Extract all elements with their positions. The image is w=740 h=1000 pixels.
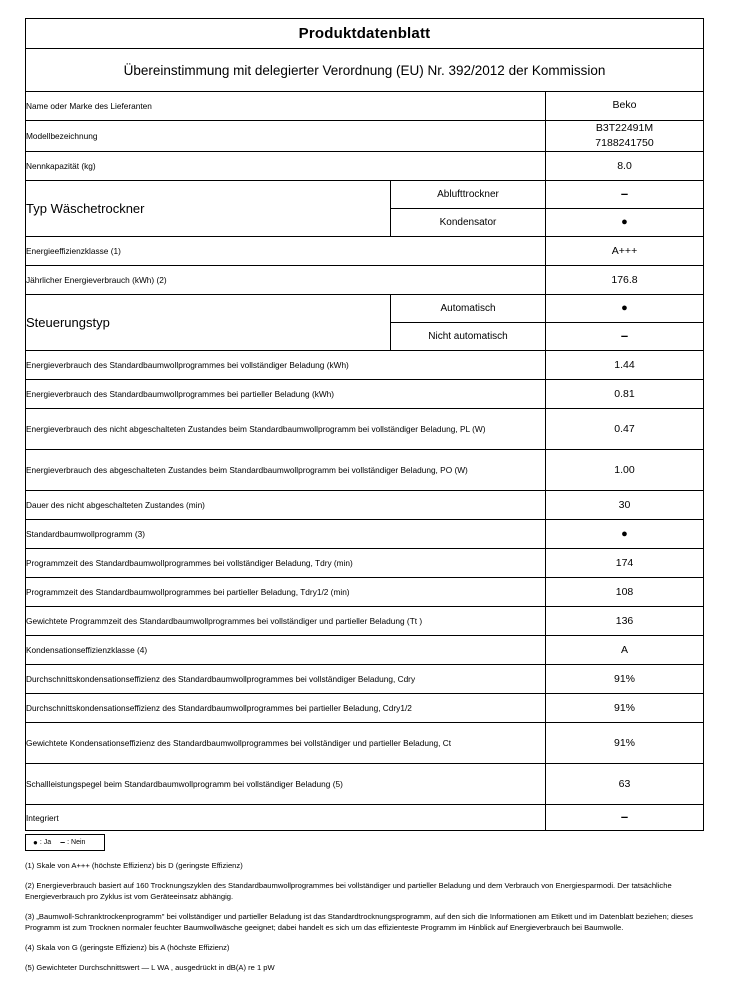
footnote-2: (2) Energieverbrauch basiert auf 160 Trocknungszyklen des Standardbaumwollprogrammes bei vollständiger und partieller Beladung und dem Verbrauch von Energiesparmodi. Der tatsächliche Energieverbrauch pro Zyklus ist vom Geräteeinsatz abhängig. bbox=[25, 881, 672, 901]
table-row-cdry bbox=[26, 665, 704, 694]
row-value-standard-programme bbox=[546, 520, 704, 549]
row-value-energy-partial-load: 0.81 bbox=[546, 380, 704, 409]
row-label-tdry: Programmzeit des Standardbaumwollprogrammes bei vollständiger Beladung, Tdry (min) bbox=[26, 549, 546, 578]
row-label-left-on-power: Energieverbrauch des nicht abgeschalteten Zustandes beim Standardbaumwollprogramm bei vollständiger Beladung, PL (W) bbox=[26, 409, 546, 450]
table-row-ct bbox=[26, 723, 704, 764]
row-label-tt: Gewichtete Programmzeit des Standardbaumwollprogrammes bei vollständiger und partieller Beladung (Tt ) bbox=[26, 607, 546, 636]
row-sublabel-condenser: Kondensator bbox=[391, 209, 546, 237]
row-label-tdry-half: Programmzeit des Standardbaumwollprogrammes bei partieller Beladung, Tdry1/2 (min) bbox=[26, 578, 546, 607]
row-value-cdry: 91% bbox=[546, 665, 704, 694]
row-label-noise: Schallleistungspegel beim Standardbaumwollprogramm bei vollständiger Beladung (5) bbox=[26, 764, 546, 805]
table-row-energy-partial-load bbox=[26, 380, 704, 409]
table-row-cdry-half bbox=[26, 694, 704, 723]
table-row-integrated bbox=[26, 805, 704, 831]
table-row-dryer-type-vented bbox=[26, 181, 704, 209]
mark-no-icon: – bbox=[620, 327, 629, 343]
product-data-table bbox=[25, 18, 704, 831]
row-label-annual-energy: Jährlicher Energieverbrauch (kWh) (2) bbox=[26, 266, 546, 295]
row-label-energy-class: Energieeffizienzklasse (1) bbox=[26, 237, 546, 266]
row-value-tdry-half: 108 bbox=[546, 578, 704, 607]
row-label-left-on-duration: Dauer des nicht abgeschalteten Zustandes (min) bbox=[26, 491, 546, 520]
row-value-energy-full-load: 1.44 bbox=[546, 351, 704, 380]
row-value-annual-energy: 176.8 bbox=[546, 266, 704, 295]
row-label-condensation-class: Kondensationseffizienzklasse (4) bbox=[26, 636, 546, 665]
row-value-energy-class: A+++ bbox=[546, 237, 704, 266]
legend-yes-label: : Ja bbox=[39, 839, 52, 846]
mark-no-icon: – bbox=[620, 185, 629, 201]
table-row-energy-class bbox=[26, 237, 704, 266]
row-sublabel-non-automatic: Nicht automatisch bbox=[391, 323, 546, 351]
filled-circle-icon: ● bbox=[33, 837, 38, 847]
footnote-5: (5) Gewichteter Durchschnittswert — L WA , ausgedrückt in dB(A) re 1 pW bbox=[25, 963, 275, 972]
dash-icon: – bbox=[60, 837, 66, 847]
mark-yes-icon: ● bbox=[621, 302, 628, 315]
row-value-vented-dryer bbox=[546, 181, 704, 209]
table-row-control-automatic bbox=[26, 295, 704, 323]
legend-yes bbox=[33, 839, 51, 847]
row-value-tt: 136 bbox=[546, 607, 704, 636]
row-value-condenser bbox=[546, 209, 704, 237]
row-value-left-on-duration: 30 bbox=[546, 491, 704, 520]
table-row-left-on-power bbox=[26, 409, 704, 450]
row-value-tdry: 174 bbox=[546, 549, 704, 578]
page-title: Produktdatenblatt bbox=[26, 19, 704, 49]
table-row-tdry bbox=[26, 549, 704, 578]
regulation-subtitle: Übereinstimmung mit delegierter Verordnung (EU) Nr. 392/2012 der Kommission bbox=[26, 49, 704, 92]
row-label-standard-programme: Standardbaumwollprogramm (3) bbox=[26, 520, 546, 549]
table-row-tdry-half bbox=[26, 578, 704, 607]
footnote-4: (4) Skala von G (geringste Effizienz) bis A (höchste Effizienz) bbox=[25, 943, 230, 952]
symbol-legend bbox=[25, 834, 105, 851]
row-label-off-mode-power: Energieverbrauch des abgeschalteten Zustandes beim Standardbaumwollprogramm bei vollständiger Beladung, PO (W) bbox=[26, 450, 546, 491]
row-label-integrated: Integriert bbox=[26, 805, 546, 831]
table-row-supplier bbox=[26, 92, 704, 121]
model-number: 7188241750 bbox=[595, 137, 654, 150]
row-sublabel-automatic: Automatisch bbox=[391, 295, 546, 323]
row-value-left-on-power: 0.47 bbox=[546, 409, 704, 450]
row-label-energy-full-load: Energieverbrauch des Standardbaumwollprogrammes bei vollständiger Beladung (kWh) bbox=[26, 351, 546, 380]
row-value-condensation-class: A bbox=[546, 636, 704, 665]
row-label-control-type: Steuerungstyp bbox=[26, 295, 391, 351]
row-label-model: Modellbezeichnung bbox=[26, 121, 546, 152]
row-label-cdry-half: Durchschnittskondensationseffizienz des Standardbaumwollprogrammes bei partieller Beladung, Cdry1/2 bbox=[26, 694, 546, 723]
table-row-capacity bbox=[26, 152, 704, 181]
legend-no bbox=[60, 838, 85, 847]
row-label-ct: Gewichtete Kondensationseffizienz des Standardbaumwollprogrammes bei vollständiger und partieller Beladung, Ct bbox=[26, 723, 546, 764]
row-label-cdry: Durchschnittskondensationseffizienz des Standardbaumwollprogrammes bei vollständiger Beladung, Cdry bbox=[26, 665, 546, 694]
row-value-non-automatic bbox=[546, 323, 704, 351]
legend-no-label: : Nein bbox=[67, 839, 86, 846]
row-value-noise: 63 bbox=[546, 764, 704, 805]
footnotes bbox=[25, 860, 719, 973]
row-value-integrated bbox=[546, 805, 704, 831]
table-row-tt bbox=[26, 607, 704, 636]
mark-yes-icon: ● bbox=[621, 527, 628, 540]
model-code: B3T22491M bbox=[595, 122, 654, 134]
row-label-dryer-type: Typ Wäschetrockner bbox=[26, 181, 391, 237]
mark-no-icon: – bbox=[620, 808, 629, 824]
row-value-cdry-half: 91% bbox=[546, 694, 704, 723]
row-label-capacity: Nennkapazität (kg) bbox=[26, 152, 546, 181]
table-row-annual-energy bbox=[26, 266, 704, 295]
table-row-condensation-class bbox=[26, 636, 704, 665]
row-label-energy-partial-load: Energieverbrauch des Standardbaumwollprogrammes bei partieller Beladung (kWh) bbox=[26, 380, 546, 409]
footnote-1: (1) Skale von A+++ (höchste Effizienz) bis D (geringste Effizienz) bbox=[25, 861, 243, 870]
table-row-subtitle bbox=[26, 49, 704, 92]
footnote-3: (3) „Baumwoll-Schranktrockenprogramm" bei vollständiger und partieller Beladung ist das Standardtrocknungsprogramm, auf den sich die Informationen am Etikett und im Datenblatt beziehen; dieses Programm ist zum Trocknen normaler feuchter Baumwollwäsche geeignet; dabei handelt es sich um das effizienteste Programm im Hinblick auf Energieverbrauch bei Baumwolle. bbox=[25, 912, 693, 932]
row-value-capacity: 8.0 bbox=[546, 152, 704, 181]
row-value-supplier: Beko bbox=[546, 92, 704, 121]
table-row-standard-programme bbox=[26, 520, 704, 549]
table-row-energy-full-load bbox=[26, 351, 704, 380]
table-row-left-on-duration bbox=[26, 491, 704, 520]
table-row-off-mode-power bbox=[26, 450, 704, 491]
table-row-noise bbox=[26, 764, 704, 805]
row-value-off-mode-power: 1.00 bbox=[546, 450, 704, 491]
table-row-title bbox=[26, 19, 704, 49]
row-value-ct: 91% bbox=[546, 723, 704, 764]
row-value-automatic bbox=[546, 295, 704, 323]
table-row-model bbox=[26, 121, 704, 152]
row-sublabel-vented-dryer: Ablufttrockner bbox=[391, 181, 546, 209]
row-value-model bbox=[546, 121, 704, 152]
mark-yes-icon: ● bbox=[621, 216, 628, 229]
row-label-supplier: Name oder Marke des Lieferanten bbox=[26, 92, 546, 121]
